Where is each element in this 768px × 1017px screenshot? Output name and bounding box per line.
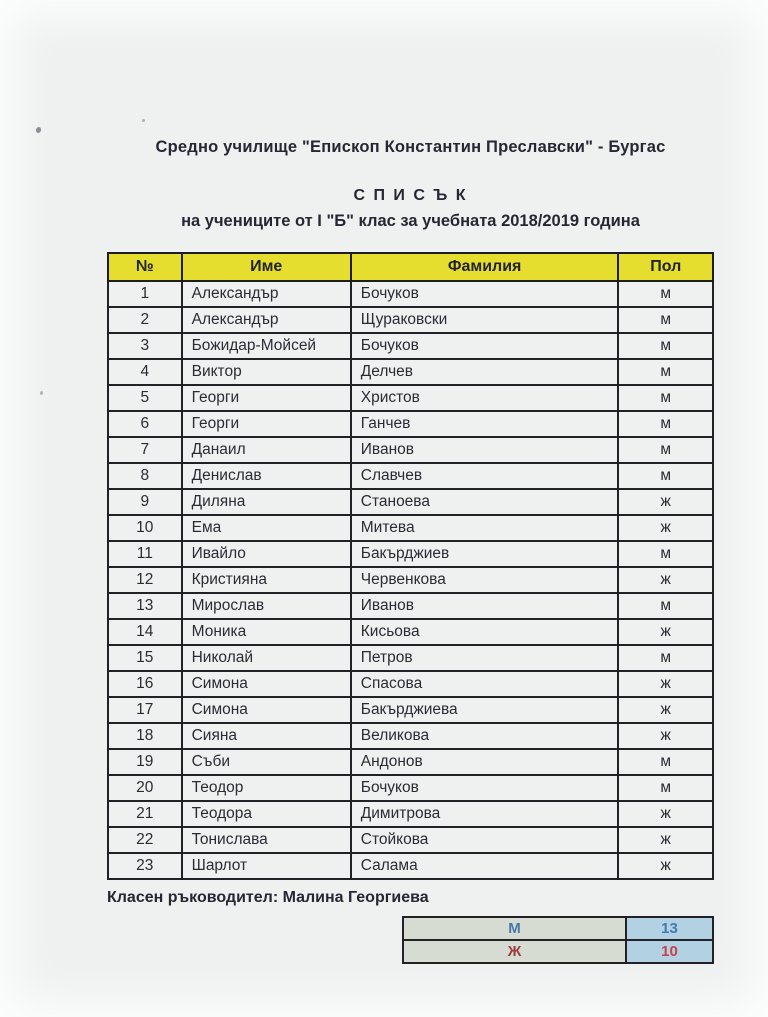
- student-row: [108, 801, 713, 827]
- gender: ж: [618, 827, 713, 853]
- last-name: Щураковски: [351, 307, 619, 333]
- gender: ж: [618, 489, 713, 515]
- row-number: 14: [108, 619, 182, 645]
- student-row: [108, 385, 713, 411]
- first-name: Теодора: [182, 801, 351, 827]
- student-row: [108, 671, 713, 697]
- row-number: 16: [108, 671, 182, 697]
- table-header-row: [108, 253, 713, 281]
- last-name: Червенкова: [351, 567, 619, 593]
- last-name: Иванов: [351, 593, 619, 619]
- summary-row: [403, 940, 713, 963]
- row-number: 23: [108, 853, 182, 879]
- class-teacher-line: Класен ръководител: Малина Георгиева: [107, 889, 429, 906]
- first-name: Георги: [182, 411, 351, 437]
- student-row: [108, 619, 713, 645]
- student-row: [108, 593, 713, 619]
- gender: м: [618, 359, 713, 385]
- row-number: 19: [108, 749, 182, 775]
- first-name: Александър: [182, 307, 351, 333]
- gender: м: [618, 463, 713, 489]
- first-name: Мирослав: [182, 593, 351, 619]
- gender: ж: [618, 515, 713, 541]
- student-row: [108, 359, 713, 385]
- gender: м: [618, 593, 713, 619]
- scan-speck: [35, 126, 42, 133]
- first-name: Ема: [182, 515, 351, 541]
- row-number: 7: [108, 437, 182, 463]
- last-name: Андонов: [351, 749, 619, 775]
- row-number: 2: [108, 307, 182, 333]
- gender: ж: [618, 723, 713, 749]
- gender: м: [618, 281, 713, 307]
- student-row: [108, 853, 713, 879]
- student-row: [108, 697, 713, 723]
- last-name: Кисьова: [351, 619, 619, 645]
- first-name: Диляна: [182, 489, 351, 515]
- first-name: Николай: [182, 645, 351, 671]
- gender: ж: [618, 801, 713, 827]
- student-row: [108, 775, 713, 801]
- row-number: 4: [108, 359, 182, 385]
- document-title: С П И С Ъ К: [353, 187, 468, 204]
- gender-summary-table: [402, 916, 714, 964]
- first-name: Александър: [182, 281, 351, 307]
- last-name: Славчев: [351, 463, 619, 489]
- row-number: 21: [108, 801, 182, 827]
- first-name: Данаил: [182, 437, 351, 463]
- first-name: Божидар-Мойсей: [182, 333, 351, 359]
- summary-gender-label: Ж: [403, 940, 626, 963]
- column-header-first-name: Име: [182, 253, 351, 281]
- student-row: [108, 489, 713, 515]
- gender: м: [618, 437, 713, 463]
- row-number: 17: [108, 697, 182, 723]
- last-name: Великова: [351, 723, 619, 749]
- first-name: Симона: [182, 697, 351, 723]
- student-row: [108, 333, 713, 359]
- row-number: 6: [108, 411, 182, 437]
- gender: м: [618, 541, 713, 567]
- student-row: [108, 827, 713, 853]
- student-row: [108, 515, 713, 541]
- gender: м: [618, 645, 713, 671]
- first-name: Съби: [182, 749, 351, 775]
- last-name: Бочуков: [351, 333, 619, 359]
- first-name: Денислав: [182, 463, 351, 489]
- first-name: Виктор: [182, 359, 351, 385]
- student-row: [108, 463, 713, 489]
- first-name: Шарлот: [182, 853, 351, 879]
- first-name: Теодор: [182, 775, 351, 801]
- first-name: Тонислава: [182, 827, 351, 853]
- first-name: Георги: [182, 385, 351, 411]
- last-name: Делчев: [351, 359, 619, 385]
- last-name: Спасова: [351, 671, 619, 697]
- student-row: [108, 307, 713, 333]
- student-row: [108, 749, 713, 775]
- gender: м: [618, 307, 713, 333]
- summary-gender-count: 10: [626, 940, 713, 963]
- row-number: 12: [108, 567, 182, 593]
- gender: м: [618, 333, 713, 359]
- first-name: Симона: [182, 671, 351, 697]
- gender: м: [618, 411, 713, 437]
- gender: ж: [618, 567, 713, 593]
- student-row: [108, 645, 713, 671]
- first-name: Сияна: [182, 723, 351, 749]
- row-number: 13: [108, 593, 182, 619]
- gender: ж: [618, 697, 713, 723]
- column-header-last-name: Фамилия: [351, 253, 619, 281]
- document-subtitle: на учениците от I "Б" клас за учебната 2018/2019 година: [181, 212, 640, 230]
- first-name: Ивайло: [182, 541, 351, 567]
- last-name: Димитрова: [351, 801, 619, 827]
- summary-gender-count: 13: [626, 917, 713, 940]
- student-row: [108, 723, 713, 749]
- last-name: Ганчев: [351, 411, 619, 437]
- column-header-row-number: №: [108, 253, 182, 281]
- summary-row: [403, 917, 713, 940]
- last-name: Христов: [351, 385, 619, 411]
- last-name: Станоева: [351, 489, 619, 515]
- row-number: 8: [108, 463, 182, 489]
- gender: ж: [618, 671, 713, 697]
- row-number: 22: [108, 827, 182, 853]
- last-name: Бакърджиева: [351, 697, 619, 723]
- students-table: [107, 252, 714, 880]
- scan-speck: [40, 391, 43, 395]
- row-number: 9: [108, 489, 182, 515]
- row-number: 1: [108, 281, 182, 307]
- school-name: Средно училище "Епископ Константин Преславски" - Бургас: [155, 138, 666, 156]
- gender: м: [618, 749, 713, 775]
- summary-gender-label: М: [403, 917, 626, 940]
- last-name: Митева: [351, 515, 619, 541]
- student-row: [108, 281, 713, 307]
- row-number: 15: [108, 645, 182, 671]
- gender: м: [618, 775, 713, 801]
- row-number: 10: [108, 515, 182, 541]
- student-row: [108, 567, 713, 593]
- first-name: Кристияна: [182, 567, 351, 593]
- last-name: Петров: [351, 645, 619, 671]
- last-name: Стойкова: [351, 827, 619, 853]
- last-name: Бочуков: [351, 775, 619, 801]
- last-name: Бочуков: [351, 281, 619, 307]
- student-row: [108, 411, 713, 437]
- gender: ж: [618, 853, 713, 879]
- row-number: 20: [108, 775, 182, 801]
- student-row: [108, 541, 713, 567]
- row-number: 3: [108, 333, 182, 359]
- document-content: [107, 0, 714, 907]
- last-name: Салама: [351, 853, 619, 879]
- row-number: 5: [108, 385, 182, 411]
- first-name: Моника: [182, 619, 351, 645]
- student-row: [108, 437, 713, 463]
- gender: м: [618, 385, 713, 411]
- gender: ж: [618, 619, 713, 645]
- last-name: Бакърджиев: [351, 541, 619, 567]
- row-number: 18: [108, 723, 182, 749]
- last-name: Иванов: [351, 437, 619, 463]
- column-header-gender: Пол: [618, 253, 713, 281]
- row-number: 11: [108, 541, 182, 567]
